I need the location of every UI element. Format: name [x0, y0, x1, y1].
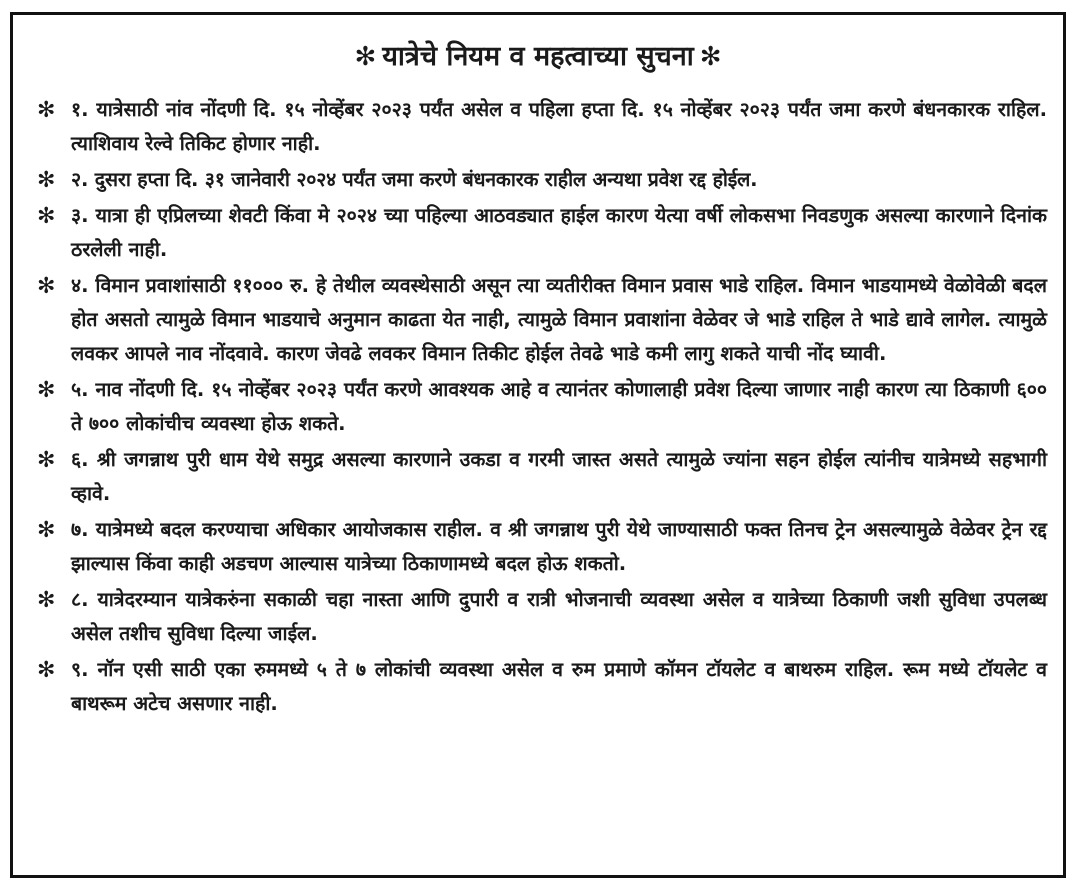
- list-item: [37, 93, 1047, 161]
- rule-text: ३. यात्रा ही एप्रिलच्या शेवटी किंवा मे २०२४ च्या पहिल्या आठवड्यात हाईल कारण येत्या वर्षी लोकसभा निवडणुक असल्या कारणाने दिनांक ठरलेली नाही.: [71, 204, 1047, 261]
- asterisk-icon: ✻: [37, 274, 56, 299]
- asterisk-icon: ✻: [37, 448, 56, 473]
- notice-frame: [10, 12, 1066, 878]
- asterisk-icon: ✻: [37, 98, 56, 123]
- rule-text: ९. नॉन एसी साठी एका रुममध्ये ५ ते ७ लोकांची व्यवस्था असेल व रुम प्रमाणे कॉमन टॉयलेट व बाथरुम राहिल. रूम मध्ये टॉयलेट व बाथरूम अटेच असणार नाही.: [71, 658, 1047, 715]
- rule-text: १. यात्रेसाठी नांव नोंदणी दि. १५ नोव्हेंबर २०२३ पर्यंत असेल व पहिला हप्ता दि. १५ नोव्हेंबर २०२३ पर्यंत जमा करणे बंधनकारक राहिल. त्याशिवाय रेल्वे तिकिट होणार नाही.: [71, 98, 1047, 155]
- list-item: [37, 269, 1047, 371]
- list-item: [37, 653, 1047, 721]
- rule-text: ५. नाव नोंदणी दि. १५ नोव्हेंबर २०२३ पर्यंत करणे आवश्यक आहे व त्यानंतर कोणालाही प्रवेश दिल्या जाणार नाही कारण त्या ठिकाणी ६०० ते ७०० लोकांचीच व्यवस्था होऊ शकते.: [71, 378, 1047, 435]
- asterisk-icon: ✻: [37, 204, 56, 229]
- asterisk-icon: ✻: [37, 518, 56, 543]
- asterisk-icon: ✻: [37, 658, 56, 683]
- list-item: [37, 443, 1047, 511]
- rule-text: ४. विमान प्रवाशांसाठी ११००० रु. हे तेथील व्यवस्थेसाठी असून त्या व्यतीरीक्त विमान प्रवास भाडे राहिल. विमान भाडयामध्ये वेळोवेळी बदल होत असतो त्यामुळे विमान भाडयाचे अनुमान काढता येत नाही, त्यामुळे विमान प्रवाशांना वेळेवर जे भाडे राहिल ते भाडे द्यावे लागेल. त्यामुळे लवकर आपले नाव नोंदवावे. कारण जेवढे लवकर विमान तिकीट होईल तेवढे भाडे कमी लागु शकते याची नोंद घ्यावी.: [71, 274, 1047, 365]
- rule-text: ७. यात्रेमध्ये बदल करण्याचा अधिकार आयोजकास राहील. व श्री जगन्नाथ पुरी येथे जाण्यासाठी फक्त तिनच ट्रेन असल्यामुळे वेळेवर ट्रेन रद्द झाल्यास किंवा काही अडचण आल्यास यात्रेच्या ठिकाणामध्ये बदल होऊ शकतो.: [71, 518, 1047, 575]
- list-item: [37, 583, 1047, 651]
- asterisk-icon: ✻: [354, 42, 377, 72]
- page-title: [13, 39, 1063, 75]
- list-item: [37, 373, 1047, 441]
- rule-text: २. दुसरा हप्ता दि. ३१ जानेवारी २०२४ पर्यंत जमा करणे बंधनकारक राहील अन्यथा प्रवेश रद्द होईल.: [71, 168, 758, 191]
- asterisk-icon: ✻: [37, 168, 56, 193]
- list-item: [37, 199, 1047, 267]
- list-item: [37, 513, 1047, 581]
- rule-text: ६. श्री जगन्नाथ पुरी धाम येथे समुद्र असल्या कारणाने उकडा व गरमी जास्त असते त्यामुळे ज्यांना सहन होईल त्यांनीच यात्रेमध्ये सहभागी व्हावे.: [71, 448, 1047, 505]
- list-item: [37, 163, 1047, 197]
- title-text: यात्रेचे नियम व महत्वाच्या सुचना: [382, 41, 694, 72]
- asterisk-icon: ✻: [37, 588, 56, 613]
- asterisk-icon: ✻: [699, 42, 722, 72]
- rule-text: ८. यात्रेदरम्यान यात्रेकरुंना सकाळी चहा नास्ता आणि दुपारी व रात्री भोजनाची व्यवस्था असेल व यात्रेच्या ठिकाणी जशी सुविधा उपलब्ध असेल तशीच सुविधा दिल्या जाईल.: [71, 588, 1047, 645]
- rules-list: [37, 93, 1047, 723]
- asterisk-icon: ✻: [37, 378, 56, 403]
